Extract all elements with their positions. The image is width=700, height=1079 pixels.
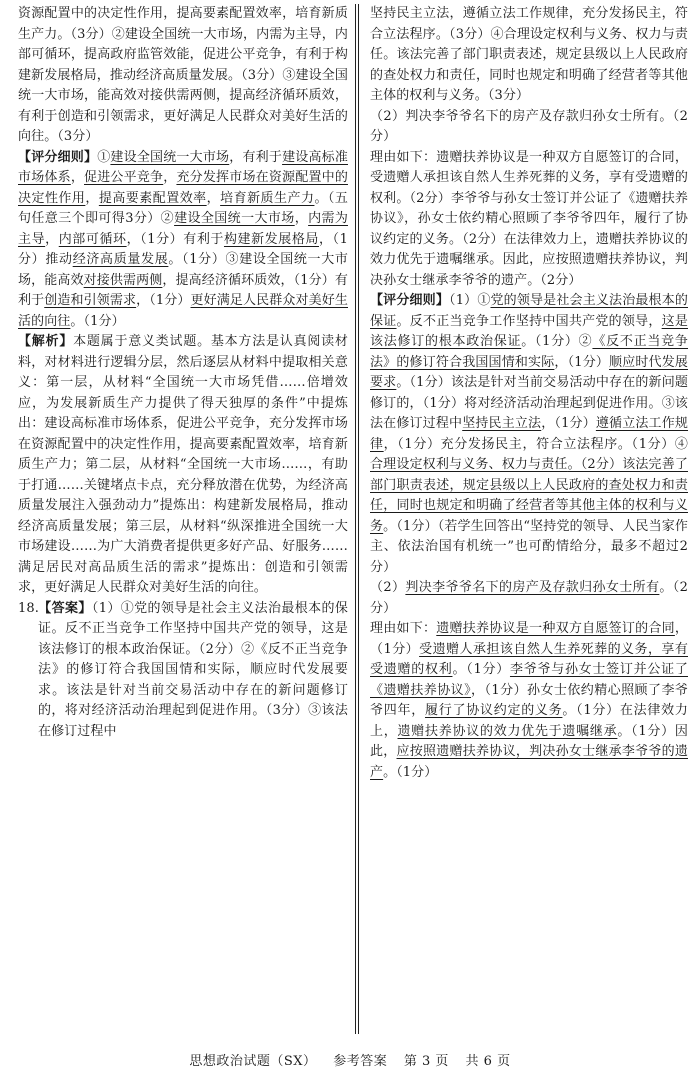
left-column xyxy=(18,4,348,742)
text-run: ，（1分）有利于 xyxy=(126,231,224,247)
text-run: ，有利于 xyxy=(229,149,283,165)
key-point: 受遗赠人承担该自然人生养死葬的义务，享有受遗赠的权利 xyxy=(370,641,688,677)
text-run: ， xyxy=(163,170,177,185)
scoring-body xyxy=(370,293,688,575)
footer-page: 第 3 页 xyxy=(403,1054,449,1069)
text-run: ，（1分） xyxy=(370,621,688,657)
answer-body: （1）①党的领导是社会主义法治最根本的保证。反不正当竞争工作坚持中国共产党的领导，这是该法修订的根本政治保证。（2分）②《反不正当竞争法》的修订符合我国国情和实际，顺应时代发展要求。该法是针对当前交易活动中存在的新问题修订的，将对经济活动治理起到促进作用。（3分）③该法在修订过程中 xyxy=(38,600,348,739)
text-run: ，提高经济循环质效，（1分）有利于 xyxy=(18,272,348,308)
key-point: 遗赠扶养协议的效力优先于遗嘱继承 xyxy=(397,723,618,739)
key-point: 构建新发展格局 xyxy=(223,231,319,247)
text-run: 。（1分） xyxy=(383,764,438,780)
text-run: ， xyxy=(70,170,85,185)
key-point: 党的领导是社会主义法治最根本的保证 xyxy=(370,293,688,329)
key-point: 坚持民主立法 xyxy=(462,416,542,431)
text-run: 。（1分） xyxy=(70,313,125,329)
text-run: ，（1分） xyxy=(136,293,191,308)
text-run: 理由如下： xyxy=(370,621,437,636)
text-run: 。（五句任意三个即可得3分）② xyxy=(18,190,348,226)
text-run: ，（1分）推动 xyxy=(18,231,349,267)
analysis-paragraph xyxy=(18,332,348,599)
key-point: 遗赠扶养协议是一种双方自愿签订的合同 xyxy=(436,621,675,636)
scoring-body xyxy=(18,150,348,329)
key-point: 判决李爷爷名下的房产及存款归孙女士所有 xyxy=(405,580,660,595)
right-column xyxy=(370,4,688,783)
text-run: ，（1分）孙女士依约精心照顾了李爷爷四年， xyxy=(370,682,688,718)
key-point: 经济高质量发展 xyxy=(72,252,169,267)
text-run: 。（1分）在法律效力上， xyxy=(370,703,688,739)
key-point: 创造和引领需求 xyxy=(44,293,137,308)
text-run: 。（1分）③建设全国统一大市场，能高效 xyxy=(18,252,348,288)
scoring-reasons xyxy=(370,619,688,783)
key-point: 培育新质生产力 xyxy=(220,190,315,206)
key-point: 建设高标准市场体系 xyxy=(18,149,348,185)
key-point: 内部可循环 xyxy=(58,231,127,247)
column-divider-2 xyxy=(358,4,359,1034)
key-point: 《反不正当竞争法》的修订符合我国国情和实际 xyxy=(370,334,689,370)
text-run: 。反不正当竞争工作坚持中国共产党的领导， xyxy=(396,313,662,329)
key-point: 对接供需两侧 xyxy=(83,272,163,288)
answer-paragraph: 资源配置中的决定性作用，提高要素配置效率，培育新质生产力。（3分）②建设全国统一大市场，内需为主导，内部可循环，提高政府监管效能，促进公平竞争，有利于构建新发展格局，推动经济高质量发展。（3分）③建设全国统一大市场，能高效对接供需两侧，提高经济循环质效，有利于创造和引领需求，更好满足人民群众对美好生活的向往。（3分） xyxy=(18,6,348,144)
text-run: 。（1分）② xyxy=(521,334,593,349)
text-run: 。（1分）因此， xyxy=(370,723,688,759)
key-point: 李爷爷与孙女士签订并公证了《遗赠扶养协议》 xyxy=(370,662,688,698)
key-point: 遵循立法工作规律 xyxy=(370,416,689,452)
footer-subject: 思想政治试题（SX） xyxy=(189,1054,317,1069)
answer-tag: 【答案】 xyxy=(38,600,92,616)
text-run: （1）① xyxy=(449,293,491,308)
scoring-part-2 xyxy=(370,578,688,619)
key-point: 这是该法修订的根本政治保证 xyxy=(370,313,688,349)
scoring-details xyxy=(370,291,688,578)
key-point: 充分发挥市场在资源配置中的决定性作用 xyxy=(18,170,348,206)
scoring-tag: 【评分细则】 xyxy=(370,293,450,308)
answer-reasons: 理由如下：遗赠扶养协议是一种双方自愿签订的合同，受遗赠人承担该自然人生养死葬的义务，享有受遗赠的权利。（2分）李爷爷与孙女士签订并公证了《遗赠扶养协议》，孙女士依约精心照顾了李爷爷四年，履行了协议约定的义务。（2分）在法律效力上，遗赠扶养协议的效力优先于遗嘱继承。因此，应按照遗赠扶养协议，判决孙女士继承李爷爷的遗产。（2分） xyxy=(370,149,688,288)
key-point: 履行了协议约定的义务 xyxy=(424,703,563,718)
key-point: 促进公平竞争 xyxy=(84,170,164,185)
key-point: 提高要素配置效率 xyxy=(98,190,207,206)
text-run: 。（1分）（若学生回答出“坚持党的领导、人民当家作主、依法治国有机统一”也可酌情给分，最多不超过2分） xyxy=(370,518,688,575)
key-point: 。（2分）该法完善了部门职责表述，规定县级以上人民政府的查处权力和责任，同时也规定和明确了经营者等其他主体的权利与义务 xyxy=(370,457,688,534)
analysis-body: 本题属于意义类试题。基本方法是认真阅读材料，对材料进行逻辑分层，然后逐层从材料中提取相关意义：第一层，从材料“全国统一大市场凭借……倍增效应，为发展新质生产力提供了得天独厚的条件”中提炼出：建设高标准市场体系，促进公平竞争，充分发挥市场在资源配置中的决定性作用，提高要素配置效率，培育新质生产力；第二层，从材料“全国统一大市场……，有助于打通……关键堵点卡点，充分释放潜在优势，为经济高质量发展注入强劲动力”提炼出：构建新发展格局，推动经济高质量发展；第三层，从材料“纵深推进全国统一大市场建设……为广大消费者提供更多好产品、好服务……满足居民对高品质生活的需求”提炼出：创造和引领需求，更好满足人民群众对美好生活的向往。 xyxy=(18,334,348,595)
key-point: 建设全国统一大市场 xyxy=(174,211,295,226)
key-point: 建设全国统一大市场 xyxy=(110,149,230,165)
scoring-tag: 【评分细则】 xyxy=(18,149,98,165)
key-point: 顺应时代发展要求 xyxy=(370,354,689,390)
footer-label: 参考答案 xyxy=(333,1054,388,1069)
text-run: ，（1分）充分发扬民主，符合立法程序。（1分）④ xyxy=(383,436,688,452)
text-run: 。（1分）该法是针对当前交易活动中存在的新问题修订的，（1分）将对经济活动治理起到促进作用。③该法在修订过程中 xyxy=(370,375,688,431)
answer-part-2: （2）判决李爷爷名下的房产及存款归孙女士所有。（2分） xyxy=(370,108,688,144)
column-divider xyxy=(355,4,356,1034)
question-18-answer xyxy=(18,599,348,743)
page-footer xyxy=(0,1050,700,1069)
key-point: 内需为主导 xyxy=(18,211,348,247)
text-run: ，（1分） xyxy=(554,354,610,370)
text-run: ， xyxy=(85,190,99,206)
text-run: ，（1分） xyxy=(541,416,596,431)
question-number: 18. xyxy=(18,600,39,616)
text-run: ， xyxy=(294,211,309,226)
text-run: （2） xyxy=(370,580,406,595)
text-run: ， xyxy=(45,231,59,247)
text-run: 。（1分） xyxy=(452,662,510,677)
footer-total: 共 6 页 xyxy=(465,1054,511,1069)
analysis-tag: 【解析】 xyxy=(18,334,74,349)
key-point: 合理设定权利与义务、权力与责任 xyxy=(370,457,568,472)
text-run: ， xyxy=(206,190,221,206)
text-run: ① xyxy=(97,149,111,165)
scoring-details xyxy=(18,148,348,333)
text-run: 。（2分） xyxy=(370,580,688,616)
key-point: 更好满足人民群众对美好生活的向往 xyxy=(18,293,348,329)
answer-paragraph: 坚持民主立法，遵循立法工作规律，充分发扬民主，符合立法程序。（3分）④合理设定权利与义务、权力与责任。该法完善了部门职责表述，规定县级以上人民政府的查处权力和责任，同时也规定和明确了经营者等其他主体的权利与义务。（3分） xyxy=(370,6,688,103)
key-point: 应按照遗赠扶养协议，判决孙女士继承李爷爷的遗产 xyxy=(370,744,688,780)
